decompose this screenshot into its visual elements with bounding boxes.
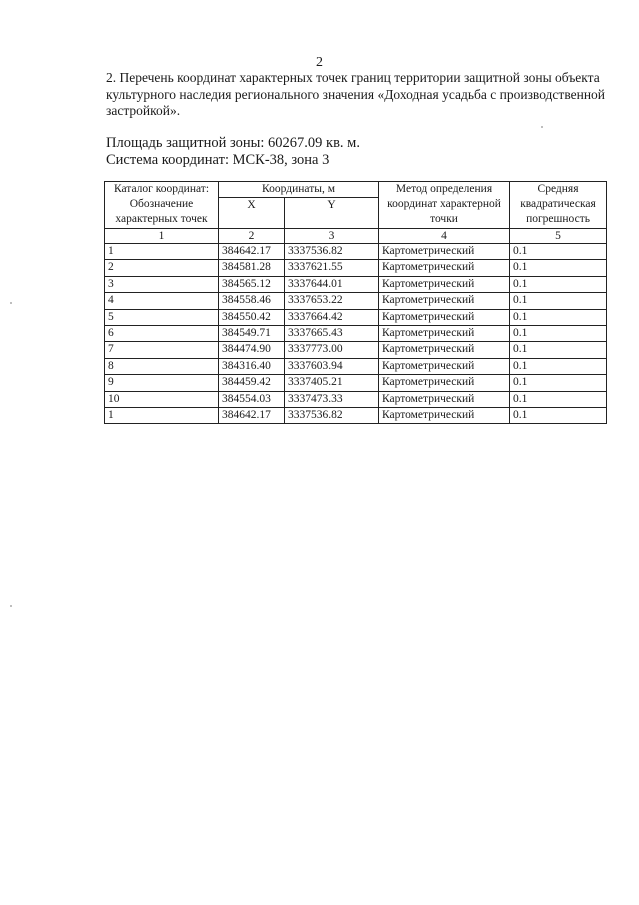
cell-y: 3337536.82	[285, 407, 379, 423]
cell-method: Картометрический	[379, 391, 510, 407]
page-number: 2	[316, 55, 323, 70]
coordinate-system: Система координат: МСК-38, зона 3	[106, 152, 330, 168]
cell-error: 0.1	[510, 342, 607, 358]
cell-error: 0.1	[510, 244, 607, 260]
cell-point: 7	[105, 342, 219, 358]
cell-point: 2	[105, 260, 219, 276]
cell-y: 3337665.43	[285, 325, 379, 341]
cell-error: 0.1	[510, 358, 607, 374]
table-row	[105, 276, 607, 292]
cell-y: 3337473.33	[285, 391, 379, 407]
cell-point: 10	[105, 391, 219, 407]
cell-y: 3337644.01	[285, 276, 379, 292]
table-row	[105, 325, 607, 341]
table-row	[105, 391, 607, 407]
cell-method: Картометрический	[379, 260, 510, 276]
column-number: 2	[219, 229, 285, 244]
cell-x: 384549.71	[219, 325, 285, 341]
coordinates-table	[104, 181, 607, 424]
cell-error: 0.1	[510, 407, 607, 423]
cell-error: 0.1	[510, 276, 607, 292]
cell-x: 384581.28	[219, 260, 285, 276]
cell-error: 0.1	[510, 375, 607, 391]
cell-y: 3337621.55	[285, 260, 379, 276]
header-coordinates: Координаты, м	[219, 182, 379, 198]
cell-point: 6	[105, 325, 219, 341]
cell-x: 384558.46	[219, 293, 285, 309]
cell-x: 384474.90	[219, 342, 285, 358]
column-number: 4	[379, 229, 510, 244]
cell-x: 384550.42	[219, 309, 285, 325]
cell-x: 384642.17	[219, 407, 285, 423]
table-body	[105, 244, 607, 424]
cell-point: 4	[105, 293, 219, 309]
table-row	[105, 309, 607, 325]
cell-y: 3337664.42	[285, 309, 379, 325]
cell-error: 0.1	[510, 325, 607, 341]
cell-x: 384554.03	[219, 391, 285, 407]
header-error: Средняя квадратическая погрешность	[510, 182, 607, 229]
cell-error: 0.1	[510, 391, 607, 407]
cell-y: 3337536.82	[285, 244, 379, 260]
header-y: Y	[285, 198, 379, 229]
cell-x: 384316.40	[219, 358, 285, 374]
scan-speck	[541, 126, 543, 128]
scan-speck	[10, 302, 12, 304]
cell-point: 1	[105, 244, 219, 260]
table-row	[105, 244, 607, 260]
cell-method: Картометрический	[379, 293, 510, 309]
cell-point: 8	[105, 358, 219, 374]
cell-x: 384565.12	[219, 276, 285, 292]
table-row	[105, 293, 607, 309]
cell-point: 9	[105, 375, 219, 391]
cell-x: 384459.42	[219, 375, 285, 391]
table-row	[105, 260, 607, 276]
cell-point: 3	[105, 276, 219, 292]
column-number: 5	[510, 229, 607, 244]
table-row	[105, 375, 607, 391]
table-row	[105, 342, 607, 358]
cell-method: Картометрический	[379, 407, 510, 423]
column-number: 1	[105, 229, 219, 244]
cell-method: Картометрический	[379, 342, 510, 358]
table-row	[105, 358, 607, 374]
protection-zone-area: Площадь защитной зоны: 60267.09 кв. м.	[106, 135, 360, 151]
cell-method: Картометрический	[379, 276, 510, 292]
table-row	[105, 407, 607, 423]
cell-x: 384642.17	[219, 244, 285, 260]
cell-method: Картометрический	[379, 244, 510, 260]
cell-point: 5	[105, 309, 219, 325]
cell-point: 1	[105, 407, 219, 423]
cell-method: Картометрический	[379, 309, 510, 325]
cell-y: 3337405.21	[285, 375, 379, 391]
cell-y: 3337603.94	[285, 358, 379, 374]
header-catalog: Каталог координат: Обозначение характерных точек	[105, 182, 219, 229]
header-x: X	[219, 198, 285, 229]
cell-error: 0.1	[510, 309, 607, 325]
section-heading: 2. Перечень координат характерных точек границ территории защитной зоны объекта культурного наследия регионального значения «Доходная усадьба с производственной застройкой».	[106, 70, 606, 118]
column-number: 3	[285, 229, 379, 244]
cell-error: 0.1	[510, 293, 607, 309]
cell-y: 3337773.00	[285, 342, 379, 358]
cell-method: Картометрический	[379, 358, 510, 374]
header-method: Метод определения координат характерной точки	[379, 182, 510, 229]
cell-error: 0.1	[510, 260, 607, 276]
cell-method: Картометрический	[379, 325, 510, 341]
cell-method: Картометрический	[379, 375, 510, 391]
cell-y: 3337653.22	[285, 293, 379, 309]
scan-speck	[10, 605, 12, 607]
